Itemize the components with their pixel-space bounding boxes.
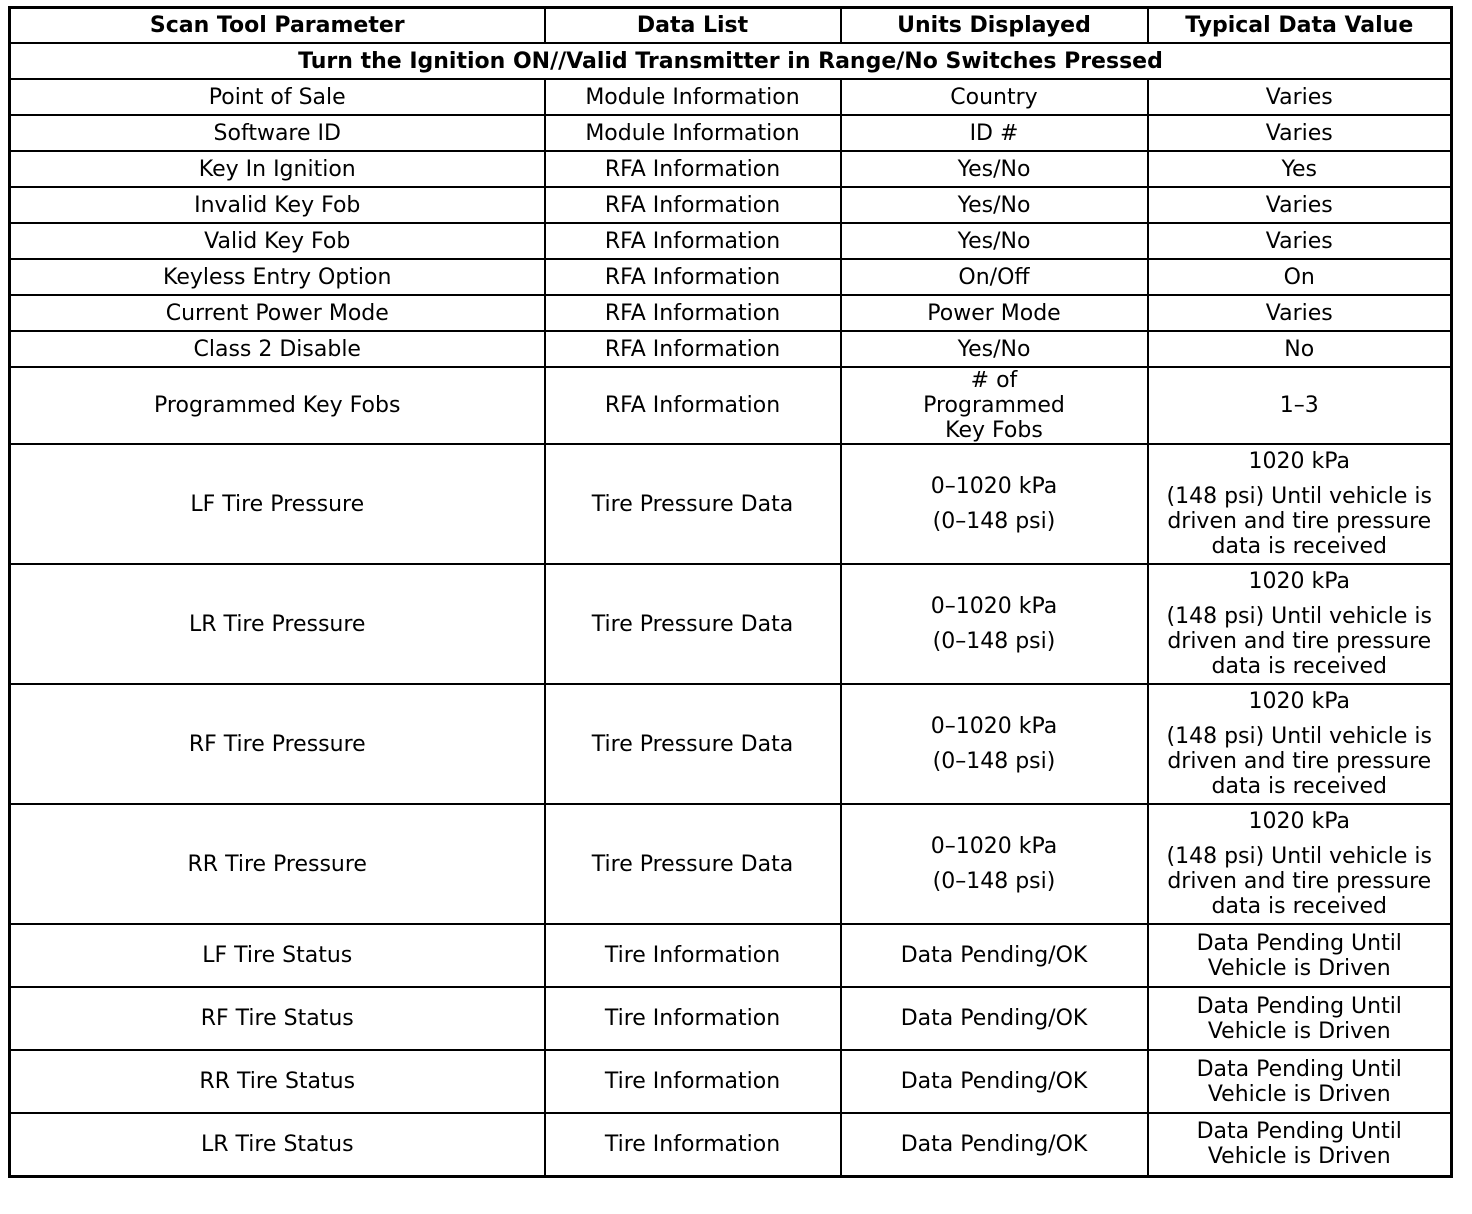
table-row xyxy=(10,1113,1452,1176)
cell-typical: Data Pending Until Vehicle is Driven xyxy=(1148,987,1452,1050)
header-scan-tool-parameter: Scan Tool Parameter xyxy=(10,8,545,44)
cell-parameter: Invalid Key Fob xyxy=(10,187,545,223)
table-row xyxy=(10,223,1452,259)
cell-data-list: Tire Information xyxy=(545,1050,841,1113)
cell-data-list: RFA Information xyxy=(545,259,841,295)
cell-parameter: Key In Ignition xyxy=(10,151,545,187)
cell-parameter: LR Tire Pressure xyxy=(10,564,545,684)
cell-data-list: Tire Pressure Data xyxy=(545,564,841,684)
header-units-displayed: Units Displayed xyxy=(841,8,1148,44)
cell-units: Data Pending/OK xyxy=(841,924,1148,987)
cell-data-list: RFA Information xyxy=(545,151,841,187)
cell-data-list: Tire Information xyxy=(545,1113,841,1176)
typical-kpa: 1020 kPa xyxy=(1248,569,1350,594)
table-row xyxy=(10,331,1452,367)
cell-typical: Data Pending Until Vehicle is Driven xyxy=(1148,1113,1452,1176)
cell-parameter: Point of Sale xyxy=(10,79,545,115)
cell-data-list: RFA Information xyxy=(545,367,841,444)
typical-note: (148 psi) Until vehicle is driven and tire pressure data is received xyxy=(1166,484,1432,559)
cell-data-list: Tire Pressure Data xyxy=(545,444,841,564)
cell-units: Power Mode xyxy=(841,295,1148,331)
cell-units: Country xyxy=(841,79,1148,115)
cell-data-list: RFA Information xyxy=(545,187,841,223)
units-psi: (0–148 psi) xyxy=(932,749,1056,774)
table-row xyxy=(10,804,1452,924)
cell-parameter: RF Tire Pressure xyxy=(10,684,545,804)
typical-kpa: 1020 kPa xyxy=(1248,689,1350,714)
typical-note: (148 psi) Until vehicle is driven and tire pressure data is received xyxy=(1166,604,1432,679)
table-row xyxy=(10,924,1452,987)
table-row xyxy=(10,151,1452,187)
cell-parameter: Keyless Entry Option xyxy=(10,259,545,295)
table-row xyxy=(10,684,1452,804)
cell-typical: Varies xyxy=(1148,79,1452,115)
table-row xyxy=(10,444,1452,564)
cell-typical: Varies xyxy=(1148,295,1452,331)
table-row xyxy=(10,259,1452,295)
cell-typical: Data Pending Until Vehicle is Driven xyxy=(1148,924,1452,987)
cell-units: ID # xyxy=(841,115,1148,151)
typical-note: (148 psi) Until vehicle is driven and tire pressure data is received xyxy=(1166,724,1432,799)
cell-parameter: Software ID xyxy=(10,115,545,151)
cell-units xyxy=(841,564,1148,684)
section-row xyxy=(10,43,1452,79)
cell-parameter: RR Tire Status xyxy=(10,1050,545,1113)
cell-units: Yes/No xyxy=(841,331,1148,367)
cell-units: Yes/No xyxy=(841,223,1148,259)
cell-typical: No xyxy=(1148,331,1452,367)
cell-units xyxy=(841,444,1148,564)
cell-parameter: Programmed Key Fobs xyxy=(10,367,545,444)
cell-data-list: RFA Information xyxy=(545,295,841,331)
cell-parameter: Valid Key Fob xyxy=(10,223,545,259)
cell-parameter: LR Tire Status xyxy=(10,1113,545,1176)
cell-parameter: LF Tire Pressure xyxy=(10,444,545,564)
cell-data-list: Tire Pressure Data xyxy=(545,684,841,804)
typical-kpa: 1020 kPa xyxy=(1248,809,1350,834)
table-row xyxy=(10,295,1452,331)
cell-typical: Varies xyxy=(1148,223,1452,259)
units-psi: (0–148 psi) xyxy=(932,629,1056,654)
cell-units: On/Off xyxy=(841,259,1148,295)
cell-data-list: Module Information xyxy=(545,79,841,115)
cell-typical: On xyxy=(1148,259,1452,295)
scan-tool-data-table xyxy=(8,6,1453,1178)
table-row xyxy=(10,79,1452,115)
cell-units xyxy=(841,684,1148,804)
header-data-list: Data List xyxy=(545,8,841,44)
cell-units: # of Programmed Key Fobs xyxy=(841,367,1148,444)
cell-data-list: Tire Pressure Data xyxy=(545,804,841,924)
table-row xyxy=(10,115,1452,151)
cell-parameter: RF Tire Status xyxy=(10,987,545,1050)
table-row xyxy=(10,187,1452,223)
cell-parameter: LF Tire Status xyxy=(10,924,545,987)
cell-data-list: Module Information xyxy=(545,115,841,151)
cell-parameter: Class 2 Disable xyxy=(10,331,545,367)
header-typical-data-value: Typical Data Value xyxy=(1148,8,1452,44)
units-kpa: 0–1020 kPa xyxy=(930,834,1058,859)
cell-data-list: RFA Information xyxy=(545,331,841,367)
typical-note: (148 psi) Until vehicle is driven and tire pressure data is received xyxy=(1166,844,1432,919)
table-row xyxy=(10,1050,1452,1113)
cell-typical: Yes xyxy=(1148,151,1452,187)
units-psi: (0–148 psi) xyxy=(932,509,1056,534)
cell-typical: Data Pending Until Vehicle is Driven xyxy=(1148,1050,1452,1113)
cell-units: Data Pending/OK xyxy=(841,1113,1148,1176)
cell-data-list: Tire Information xyxy=(545,987,841,1050)
cell-units: Data Pending/OK xyxy=(841,987,1148,1050)
units-kpa: 0–1020 kPa xyxy=(930,714,1058,739)
cell-typical xyxy=(1148,684,1452,804)
cell-typical xyxy=(1148,804,1452,924)
cell-parameter: Current Power Mode xyxy=(10,295,545,331)
cell-typical: Varies xyxy=(1148,187,1452,223)
header-row xyxy=(10,8,1452,44)
cell-typical xyxy=(1148,444,1452,564)
cell-parameter: RR Tire Pressure xyxy=(10,804,545,924)
table-row xyxy=(10,564,1452,684)
cell-units: Yes/No xyxy=(841,151,1148,187)
units-psi: (0–148 psi) xyxy=(932,869,1056,894)
cell-units xyxy=(841,804,1148,924)
units-kpa: 0–1020 kPa xyxy=(930,474,1058,499)
cell-typical xyxy=(1148,564,1452,684)
section-title: Turn the Ignition ON//Valid Transmitter in Range/No Switches Pressed xyxy=(10,43,1452,79)
cell-typical: Varies xyxy=(1148,115,1452,151)
cell-data-list: Tire Information xyxy=(545,924,841,987)
units-kpa: 0–1020 kPa xyxy=(930,594,1058,619)
cell-units: Data Pending/OK xyxy=(841,1050,1148,1113)
table-row xyxy=(10,987,1452,1050)
cell-typical: 1–3 xyxy=(1148,367,1452,444)
cell-data-list: RFA Information xyxy=(545,223,841,259)
table-row xyxy=(10,367,1452,444)
typical-kpa: 1020 kPa xyxy=(1248,449,1350,474)
cell-units: Yes/No xyxy=(841,187,1148,223)
